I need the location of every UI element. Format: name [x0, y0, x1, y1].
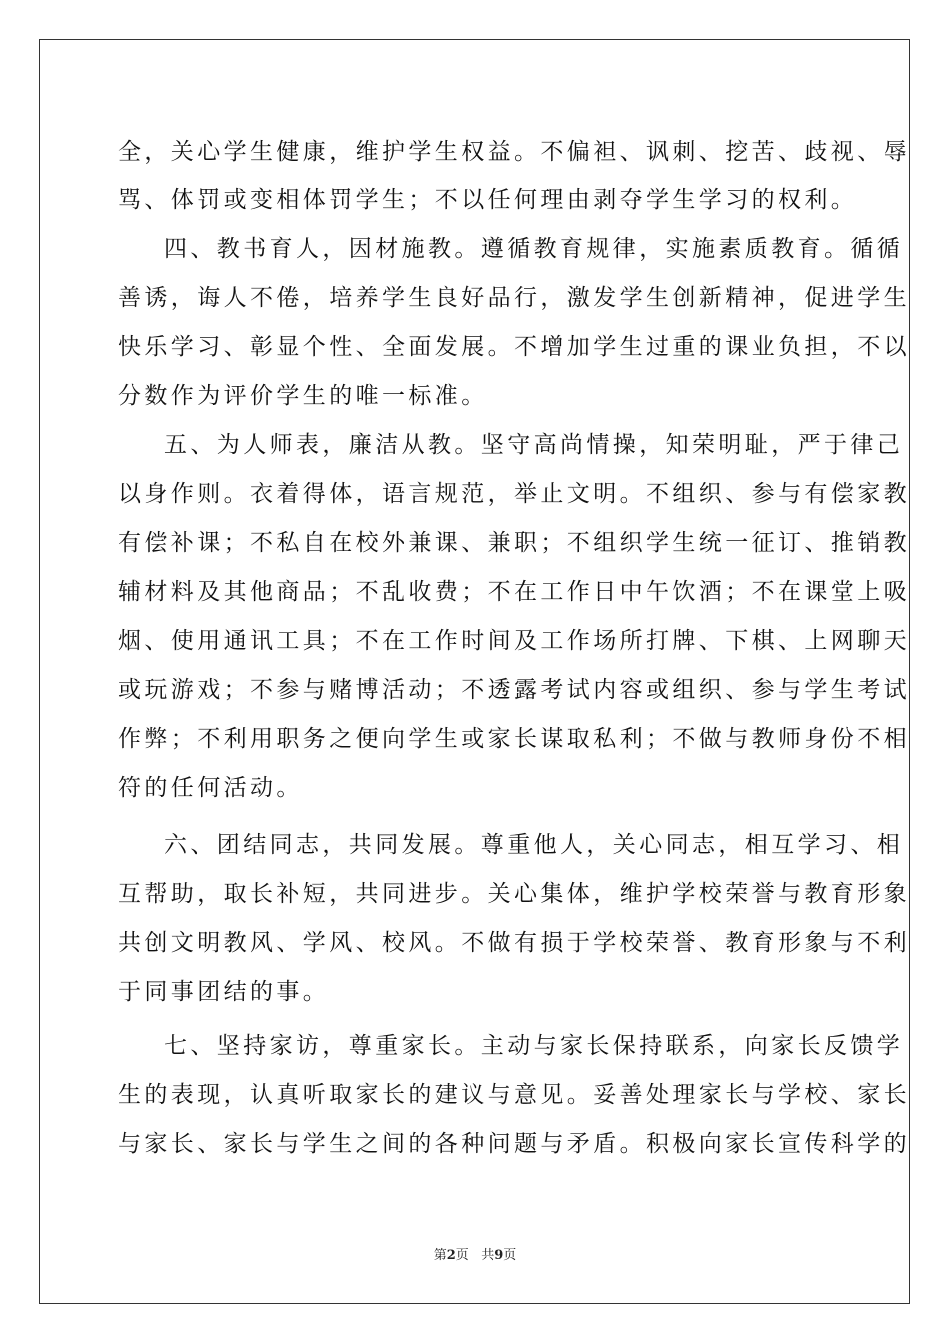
total-pages: 9: [494, 1248, 504, 1263]
paragraph-start-line: 四、教书育人，因材施教。遵循教育规律，实施素质教育。循循: [164, 236, 904, 262]
page-prefix: 第: [433, 1248, 447, 1263]
text-line: 以身作则。衣着得体，语言规范，举止文明。不组织、参与有偿家教: [118, 481, 910, 507]
text-line: 有偿补课；不私自在校外兼课、兼职；不组织学生统一征订、推销教: [118, 530, 910, 556]
text-line: 全，关心学生健康，维护学生权益。不偏袒、讽刺、挖苦、歧视、辱: [118, 139, 910, 165]
page-frame: [39, 39, 910, 1304]
text-line: 分数作为评价学生的唯一标准。: [118, 383, 488, 409]
page-footer: [0, 1244, 950, 1263]
page-suffix: 页: [455, 1248, 469, 1263]
text-line: 骂、体罚或变相体罚学生；不以任何理由剥夺学生学习的权利。: [118, 187, 858, 213]
text-line: 生的表现，认真听取家长的建议与意见。妥善处理家长与学校、家长: [118, 1082, 910, 1108]
text-line: 善诱，诲人不倦，培养学生良好品行，激发学生创新精神，促进学生: [118, 285, 910, 311]
text-line: 或玩游戏；不参与赌博活动；不透露考试内容或组织、参与学生考试: [118, 677, 910, 703]
paragraph-start-line: 五、为人师表，廉洁从教。坚守高尚情操，知荣明耻，严于律己: [164, 432, 904, 458]
text-line: 与家长、家长与学生之间的各种问题与矛盾。积极向家长宣传科学的: [118, 1131, 910, 1157]
text-line: 共创文明教风、学风、校风。不做有损于学校荣誉、教育形象与不利: [118, 930, 910, 956]
total-prefix: 共: [481, 1248, 495, 1263]
text-line: 快乐学习、彰显个性、全面发展。不增加学生过重的课业负担，不以: [118, 334, 910, 360]
text-line: 于同事团结的事。: [118, 979, 330, 1005]
text-line: 辅材料及其他商品；不乱收费；不在工作日中午饮酒；不在课堂上吸: [118, 579, 910, 605]
total-suffix: 页: [503, 1248, 517, 1263]
paragraph-start-line: 六、团结同志，共同发展。尊重他人，关心同志，相互学习、相: [164, 832, 904, 858]
paragraph-start-line: 七、坚持家访，尊重家长。主动与家长保持联系，向家长反馈学: [164, 1033, 904, 1059]
text-line: 烟、使用通讯工具；不在工作时间及工作场所打牌、下棋、上网聊天: [118, 628, 910, 654]
page-number: 2: [446, 1248, 456, 1263]
text-line: 作弊；不利用职务之便向学生或家长谋取私利；不做与教师身份不相: [118, 726, 910, 752]
text-line: 符的任何活动。: [118, 775, 303, 801]
text-line: 互帮助，取长补短，共同进步。关心集体，维护学校荣誉与教育形象: [118, 881, 910, 907]
